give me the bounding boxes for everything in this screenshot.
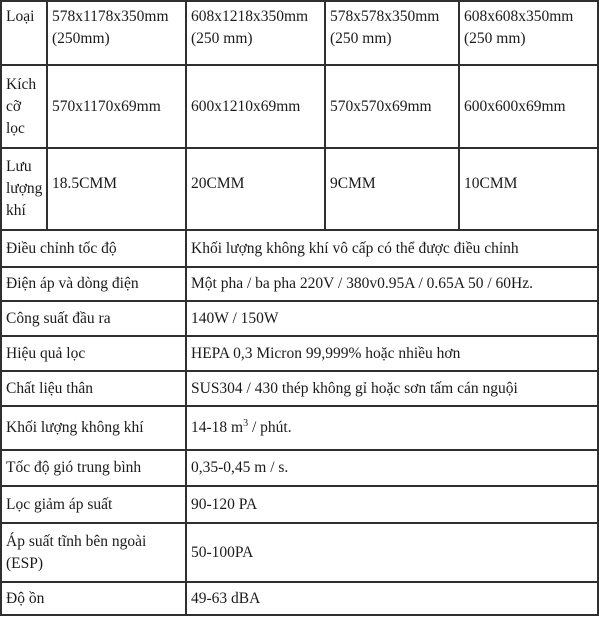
row-label-filter-efficiency: Hiệu quả lọc [1, 336, 186, 371]
row-value-voltage: Một pha / ba pha 220V / 380v0.95A / 0.65A 50 / 60Hz. [186, 267, 598, 301]
type-cell-4-size: 608x608x350mm [464, 8, 574, 25]
row-label-wind-speed: Tốc độ gió trung bình [1, 450, 186, 486]
type-cell-2-size: 608x1218x350mm [191, 8, 309, 25]
table-row-esp [1, 523, 598, 582]
type-cell-4-height: (250 mm) [464, 30, 526, 47]
row-value-output-power: 140W / 150W [186, 301, 598, 336]
row-value-esp: 50-100PA [186, 523, 598, 582]
row-label-type: Loại [1, 1, 47, 65]
airflow-label-line-3: khí [6, 202, 26, 219]
table-row-noise [1, 582, 598, 615]
air-volume-superscript: 3 [243, 417, 249, 429]
airflow-cell-4: 10CMM [459, 148, 598, 230]
esp-label-line-2: (ESP) [6, 554, 44, 572]
table-row-voltage [1, 267, 598, 301]
row-label-voltage: Điện áp và dòng điện [1, 267, 186, 301]
type-cell-1 [47, 1, 186, 65]
air-volume-value: 14-18 m [191, 419, 244, 436]
table-row-body-material [1, 371, 598, 406]
table-row-air-volume [1, 406, 598, 450]
row-value-wind-speed: 0,35-0,45 m / s. [186, 450, 598, 486]
airflow-label-line-2: lượng [6, 180, 43, 197]
row-value-body-material: SUS304 / 430 thép không gỉ hoặc sơn tấm cán nguội [186, 371, 598, 406]
table-row-filter-efficiency [1, 336, 598, 371]
table-row-filter-size [1, 65, 598, 148]
row-value-speed-control: Khối lượng không khí vô cấp có thể được điều chỉnh [186, 230, 598, 267]
type-cell-3-size: 578x578x350mm [330, 8, 440, 25]
filter-size-cell-3: 570x570x69mm [325, 65, 459, 148]
row-label-esp [1, 523, 186, 582]
table-row-output-power [1, 301, 598, 336]
type-cell-2 [186, 1, 325, 65]
airflow-label-line-1: Lưu [6, 158, 32, 175]
type-cell-1-size: 578x1178x350mm [52, 8, 169, 25]
filter-size-label-line-3: lọc [6, 119, 25, 137]
air-volume-unit: / phút. [248, 419, 292, 436]
esp-label-line-1: Áp suất tĩnh bên ngoài [6, 532, 147, 550]
row-label-speed-control: Điều chỉnh tốc độ [1, 230, 186, 267]
row-value-filter-efficiency: HEPA 0,3 Micron 99,999% hoặc nhiều hơn [186, 336, 598, 371]
row-label-noise: Độ ồn [1, 582, 186, 615]
filter-size-cell-2: 600x1210x69mm [186, 65, 325, 148]
type-cell-1-height: (250mm) [52, 30, 110, 47]
table-row-speed-control [1, 230, 598, 267]
row-label-airflow [1, 148, 47, 230]
type-cell-4 [459, 1, 598, 65]
airflow-cell-3: 9CMM [325, 148, 459, 230]
type-cell-3-height: (250 mm) [330, 30, 392, 47]
filter-size-label-line-1: Kích [6, 75, 37, 93]
row-label-body-material: Chất liệu thân [1, 371, 186, 406]
row-label-pressure-drop: Lọc giảm áp suất [1, 486, 186, 523]
type-cell-2-height: (250 mm) [191, 30, 253, 47]
type-cell-3 [325, 1, 459, 65]
airflow-cell-1: 18.5CMM [47, 148, 186, 230]
row-label-output-power: Công suất đầu ra [1, 301, 186, 336]
filter-size-label-line-2: cỡ [6, 97, 22, 115]
table-row-type [1, 1, 598, 65]
filter-size-cell-4: 600x600x69mm [459, 65, 598, 148]
row-value-noise: 49-63 dBA [186, 582, 598, 615]
row-value-pressure-drop: 90-120 PA [186, 486, 598, 523]
row-label-air-volume: Khối lượng không khí [1, 406, 186, 450]
row-value-air-volume [186, 406, 598, 450]
table-row-wind-speed [1, 450, 598, 486]
filter-size-cell-1: 570x1170x69mm [47, 65, 186, 148]
table-row-pressure-drop [1, 486, 598, 523]
airflow-cell-2: 20CMM [186, 148, 325, 230]
table-row-airflow [1, 148, 598, 230]
row-label-filter-size [1, 65, 47, 148]
